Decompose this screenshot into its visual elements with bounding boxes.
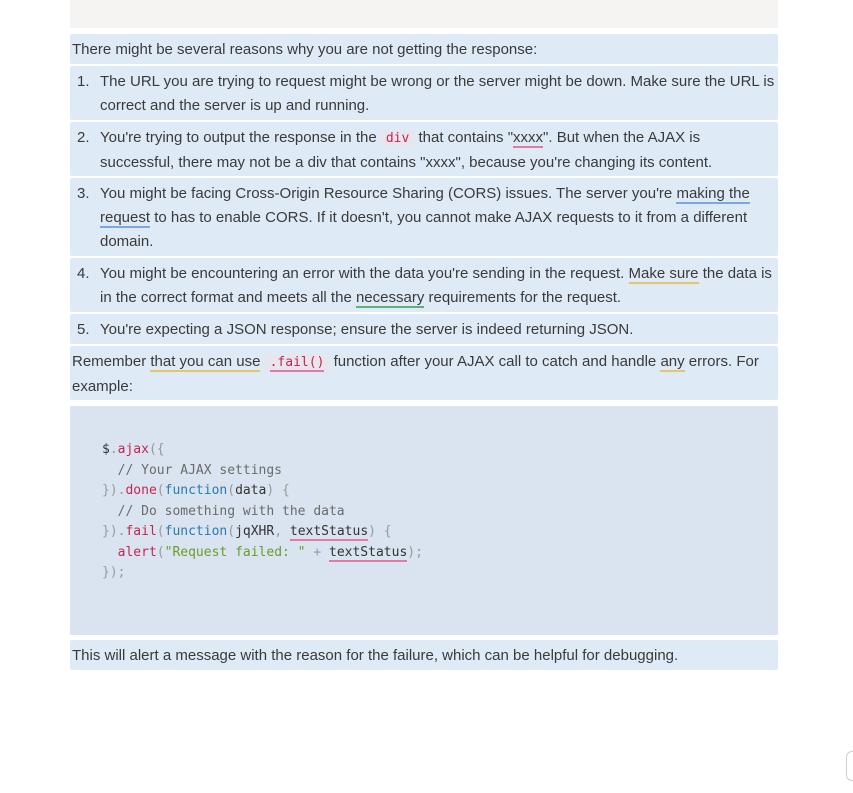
grammar-underline[interactable]: making the request	[100, 185, 750, 226]
code-line: }).fail(function(jqXHR, textStatus) {	[102, 524, 392, 539]
previous-message-block	[70, 0, 778, 28]
suggestion-underline[interactable]: necessary	[355, 289, 425, 306]
list-item-text: You might be facing Cross-Origin Resource Sharing (CORS) issues. The server you're	[100, 185, 677, 202]
list-number: 5.	[77, 321, 90, 338]
scroll-to-bottom-handle[interactable]	[846, 751, 853, 781]
list-item	[70, 66, 778, 120]
list-item-text: to has to enable CORS. If it doesn't, you cannot make AJAX requests to it from a different domain.	[100, 209, 748, 250]
list-item	[70, 122, 778, 176]
remember-paragraph	[70, 346, 778, 400]
outro-text: This will alert a message with the reason for the failure, which can be helpful for debugging.	[72, 647, 679, 664]
paragraph-text: errors. For example:	[72, 353, 759, 395]
code-line: // Your AJAX settings	[102, 462, 283, 478]
list-item-text: requirements for the request.	[424, 289, 622, 306]
list-item-text: that contains "	[414, 129, 514, 146]
code-line: $.ajax({	[102, 442, 165, 457]
list-number: 4.	[77, 265, 90, 282]
paragraph-text	[260, 353, 264, 370]
list-item-text: the data is in the correct format and meets all the	[100, 265, 772, 306]
list-item	[70, 314, 778, 344]
code-line: }).done(function(data) {	[102, 483, 290, 498]
list-item-text: The URL you are trying to request might be wrong or the server might be down. Make sure the URL is correct and the server is up and running.	[100, 73, 775, 114]
spellcheck-underline[interactable]: .fail()	[269, 355, 325, 370]
code-line: alert("Request failed: " + textStatus);	[117, 544, 423, 560]
spellcheck-underline[interactable]: xxxx	[513, 129, 544, 146]
code-line: // Do something with the data	[102, 503, 345, 519]
paragraph-text: Remember	[72, 353, 151, 370]
list-number: 1.	[77, 73, 90, 90]
list-number: 3.	[77, 185, 90, 202]
code-block[interactable]	[70, 406, 778, 635]
style-underline[interactable]: any	[660, 353, 685, 370]
inline-code	[265, 354, 330, 371]
list-number: 2.	[77, 129, 90, 146]
outro-paragraph	[70, 640, 778, 670]
list-item-text: You're expecting a JSON response; ensure the server is indeed returning JSON.	[100, 321, 634, 338]
paragraph-text: function after your AJAX call to catch and handle	[329, 353, 661, 370]
code-line: });	[102, 565, 126, 580]
list-item-text: You might be encountering an error with the data you're sending in the request.	[100, 265, 629, 282]
style-underline[interactable]: that you can use	[150, 353, 261, 370]
intro-paragraph	[70, 34, 778, 64]
list-item-text: ". But when the AJAX is successful, there may not be a div that contains "xxxx", because you're changing its content.	[100, 129, 713, 171]
list-item	[70, 258, 778, 312]
intro-text: There might be several reasons why you are not getting the response:	[72, 41, 538, 58]
code-token: $	[102, 442, 110, 457]
list-item-text: You're trying to output the response in the	[100, 129, 381, 146]
style-underline[interactable]: Make sure	[628, 265, 699, 282]
code-content	[102, 440, 778, 584]
list-item	[70, 178, 778, 256]
inline-code: div	[381, 130, 414, 147]
